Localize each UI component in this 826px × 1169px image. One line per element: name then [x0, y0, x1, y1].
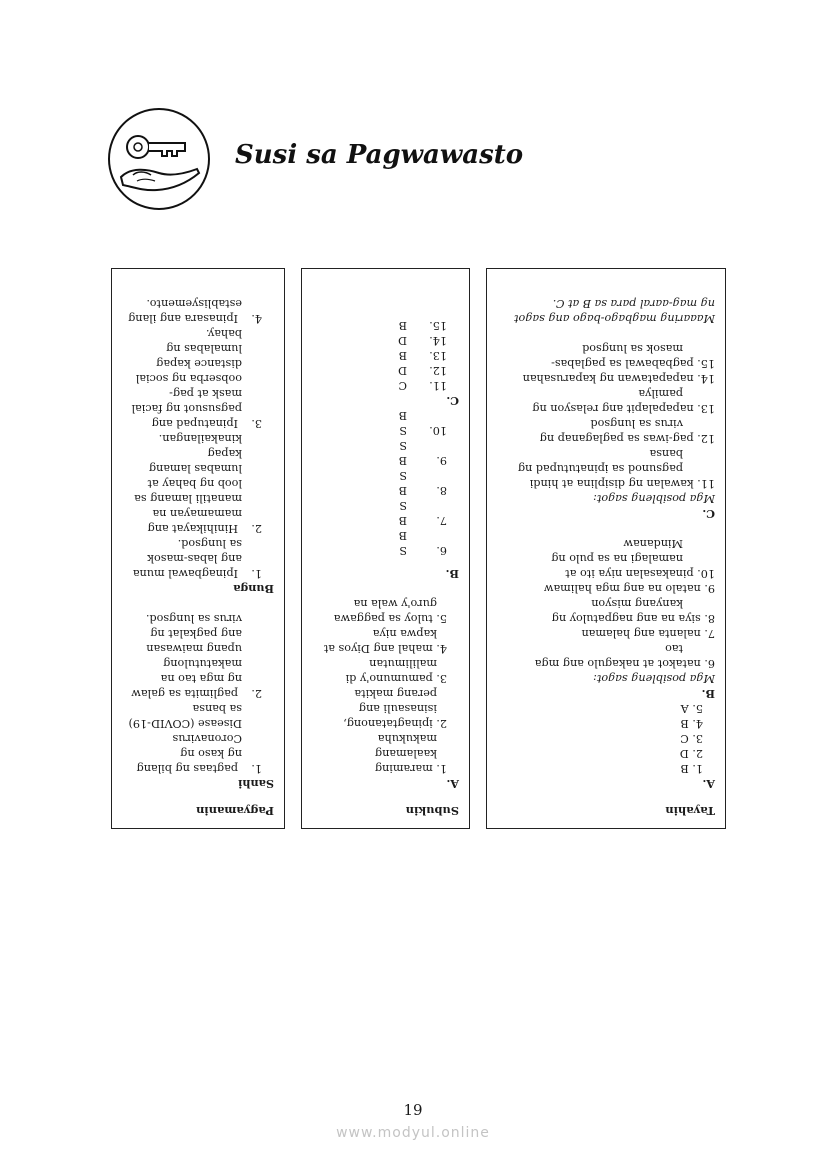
item-text: sa bansa: [192, 702, 242, 715]
item-text: Ipinasara ang ilang: [128, 312, 238, 325]
item-text: pagsusuot ng facial: [131, 402, 242, 415]
answer-line: 12. pag-iwas sa paglaganap ng: [539, 432, 715, 445]
note-text: Maaaring magbago-bago ang sagot: [514, 312, 715, 325]
item-value: B: [398, 409, 407, 422]
item-number: 13.: [429, 349, 447, 362]
item-text: makatutulong: [163, 657, 242, 670]
page-number: 19: [403, 1101, 423, 1119]
bunga-item: [120, 296, 274, 326]
item-text: pagtaas ng bilang: [136, 762, 238, 775]
answer-line: 4. B: [680, 717, 703, 730]
watermark-url: www.modyul.online: [336, 1125, 490, 1141]
answer-line: namalagi na sa pulo ng: [551, 552, 683, 565]
bunga-item: [120, 431, 274, 536]
item-text: distance kapag: [156, 357, 242, 370]
answer-line: pamilya: [638, 387, 683, 400]
answer-line: 9. natalo na ang mga halimaw: [543, 582, 715, 595]
item-value: B: [398, 529, 407, 542]
answer-row: [310, 318, 459, 333]
tayahin-content: [495, 296, 715, 818]
answer-line: Mindanaw: [623, 537, 683, 550]
item-number: 10.: [429, 424, 447, 437]
item-text: mask at pag-: [169, 387, 242, 400]
answer-line: 4. mahal ang Diyos at: [323, 642, 447, 655]
subukin-content: [310, 318, 459, 818]
bunga-item: [120, 536, 274, 581]
item-text: Hinihikayat ang: [147, 522, 238, 535]
item-number: 3.: [251, 417, 262, 430]
item-value: D: [398, 364, 407, 377]
section-label: Bunga: [233, 582, 274, 596]
item-text: paglimita sa galaw: [131, 687, 238, 700]
answer-line: kaalamang: [374, 747, 437, 760]
item-text: oobserba ng social: [135, 372, 242, 385]
answer-line: 10. pinakasalan niya ito at: [565, 567, 715, 580]
item-value: S: [399, 499, 407, 512]
item-value: B: [398, 349, 407, 362]
item-text: bahay.: [205, 327, 242, 340]
answer-line: 14. napapatawan ng kaparusahan: [522, 372, 715, 385]
item-text: ang pagkalat ng: [150, 627, 242, 640]
answer-line: kanyang misyon: [591, 597, 683, 610]
item-number: 11.: [429, 379, 447, 392]
item-text: loob ng bahay at: [147, 477, 242, 490]
answer-line: tao: [665, 642, 683, 655]
item-number: 2.: [251, 522, 262, 535]
item-text: kapag: [207, 447, 242, 460]
answer-row: [310, 513, 459, 528]
item-value: S: [399, 424, 407, 437]
item-value: C: [398, 379, 407, 392]
sanhi-item: [120, 611, 274, 701]
answer-line: bansa: [649, 447, 683, 460]
answer-line: 7. nalanta ang halaman: [581, 627, 715, 640]
answer-row: [310, 423, 459, 438]
item-text: establisyemento.: [146, 297, 242, 310]
item-text: mamamayan na: [152, 507, 242, 520]
item-value: S: [399, 544, 407, 557]
section-label: C.: [446, 394, 459, 408]
answer-row: [310, 468, 459, 483]
answer-box-pagyamanin: [111, 268, 285, 829]
item-number: 6.: [436, 544, 447, 557]
item-text: upang maiwasan: [146, 642, 242, 655]
pagyamanin-content: [120, 296, 274, 818]
sanhi-item: [120, 701, 274, 776]
answer-row: [310, 453, 459, 468]
section-label: B.: [445, 567, 459, 581]
item-number: 8.: [436, 484, 447, 497]
answer-line: makukuha: [377, 732, 437, 745]
item-text: ang labas-masok: [147, 552, 242, 565]
answer-row: [310, 498, 459, 513]
box-header: Tayahin: [665, 804, 715, 818]
item-text: sa lungsod.: [177, 537, 242, 550]
item-number: 4.: [251, 312, 262, 325]
answer-line: 5. A: [680, 702, 703, 715]
item-text: ng mga tao na: [160, 672, 242, 685]
item-text: Ipinagbawal muna: [132, 567, 238, 580]
answer-line: pagsunod sa ipinatutupad ng: [517, 462, 683, 475]
item-number: 1.: [251, 567, 262, 580]
answer-box-tayahin: [486, 268, 726, 829]
answer-line: 2. D: [679, 747, 703, 760]
page-title: Susi sa Pagwawasto: [235, 140, 524, 170]
section-label: A.: [702, 777, 715, 791]
answer-line: virus sa lungsod: [590, 417, 683, 430]
bunga-item: [120, 326, 274, 431]
answer-row: [310, 408, 459, 423]
answer-row: [310, 528, 459, 543]
box-header: Subukin: [405, 804, 459, 818]
item-value: B: [398, 319, 407, 332]
answer-line: masok sa lungsod: [582, 342, 683, 355]
item-number: 1.: [251, 762, 262, 775]
answer-row: [310, 333, 459, 348]
box-header: Pagyamanin: [196, 804, 274, 818]
key-hand-logo-icon: [107, 107, 211, 211]
item-text: manatili lamang sa: [134, 492, 242, 505]
note-text: ng mag-aaral para sa B at C.: [552, 297, 715, 310]
section-label: A.: [446, 777, 459, 791]
item-text: ng kaso ng: [180, 747, 242, 760]
answer-line: 3. pamumuno'y di: [345, 672, 447, 685]
answer-row: [310, 543, 459, 558]
item-text: lumabas lamang: [148, 462, 242, 475]
section-label: C.: [702, 507, 715, 521]
item-value: B: [398, 454, 407, 467]
answer-row: [310, 438, 459, 453]
answer-line: isinasauli ang: [358, 702, 437, 715]
answer-line: 1. B: [680, 762, 703, 775]
answer-line: 2. ipinagtatanong,: [343, 717, 447, 730]
item-number: 12.: [429, 364, 447, 377]
note-text: Mga posibleng sagot:: [593, 672, 715, 685]
answer-line: 15. pagbabawal sa paglabas-: [551, 357, 715, 370]
item-number: 14.: [429, 334, 447, 347]
answer-row: [310, 363, 459, 378]
answer-line: 11. kawalan ng disiplina at hindi: [529, 477, 715, 490]
item-number: 2.: [251, 687, 262, 700]
item-text: virus sa lungsod.: [145, 612, 242, 625]
item-value: D: [398, 334, 407, 347]
answer-row: [310, 483, 459, 498]
section-label: Sanhi: [238, 777, 274, 791]
item-value: B: [398, 484, 407, 497]
item-text: Disease (COVID-19): [128, 717, 242, 730]
note-text: Mga posibleng sagot:: [593, 492, 715, 505]
answer-row: [310, 348, 459, 363]
item-text: lumalabas ng: [166, 342, 242, 355]
answer-line: guro'y wala na: [353, 597, 437, 610]
answer-line: 6. natakot at nakagulo ang mga: [534, 657, 715, 670]
section-label: B.: [701, 687, 715, 701]
item-number: 7.: [436, 514, 447, 527]
item-number: 9.: [436, 454, 447, 467]
answer-line: 3. C: [680, 732, 703, 745]
answer-line: 5. tuloy sa paggawa: [333, 612, 447, 625]
answer-line: 1. maraming: [374, 762, 447, 775]
answer-box-subukin: [301, 268, 470, 829]
item-value: B: [398, 514, 407, 527]
answer-line: 8. siya na ang nagpatuloy ng: [551, 612, 715, 625]
item-text: Coronavirus: [172, 732, 242, 745]
item-text: Ipinatupad ang: [151, 417, 238, 430]
answer-line: malilimutan: [369, 657, 437, 670]
answer-line: kapwa niya: [372, 627, 437, 640]
answer-row: [310, 378, 459, 393]
answer-line: perang makita: [354, 687, 437, 700]
item-value: S: [399, 469, 407, 482]
item-number: 15.: [429, 319, 447, 332]
item-value: S: [399, 439, 407, 452]
answer-line: 13. napapalapit ang relasyon ng: [532, 402, 715, 415]
item-text: kinakailangan.: [158, 432, 242, 445]
